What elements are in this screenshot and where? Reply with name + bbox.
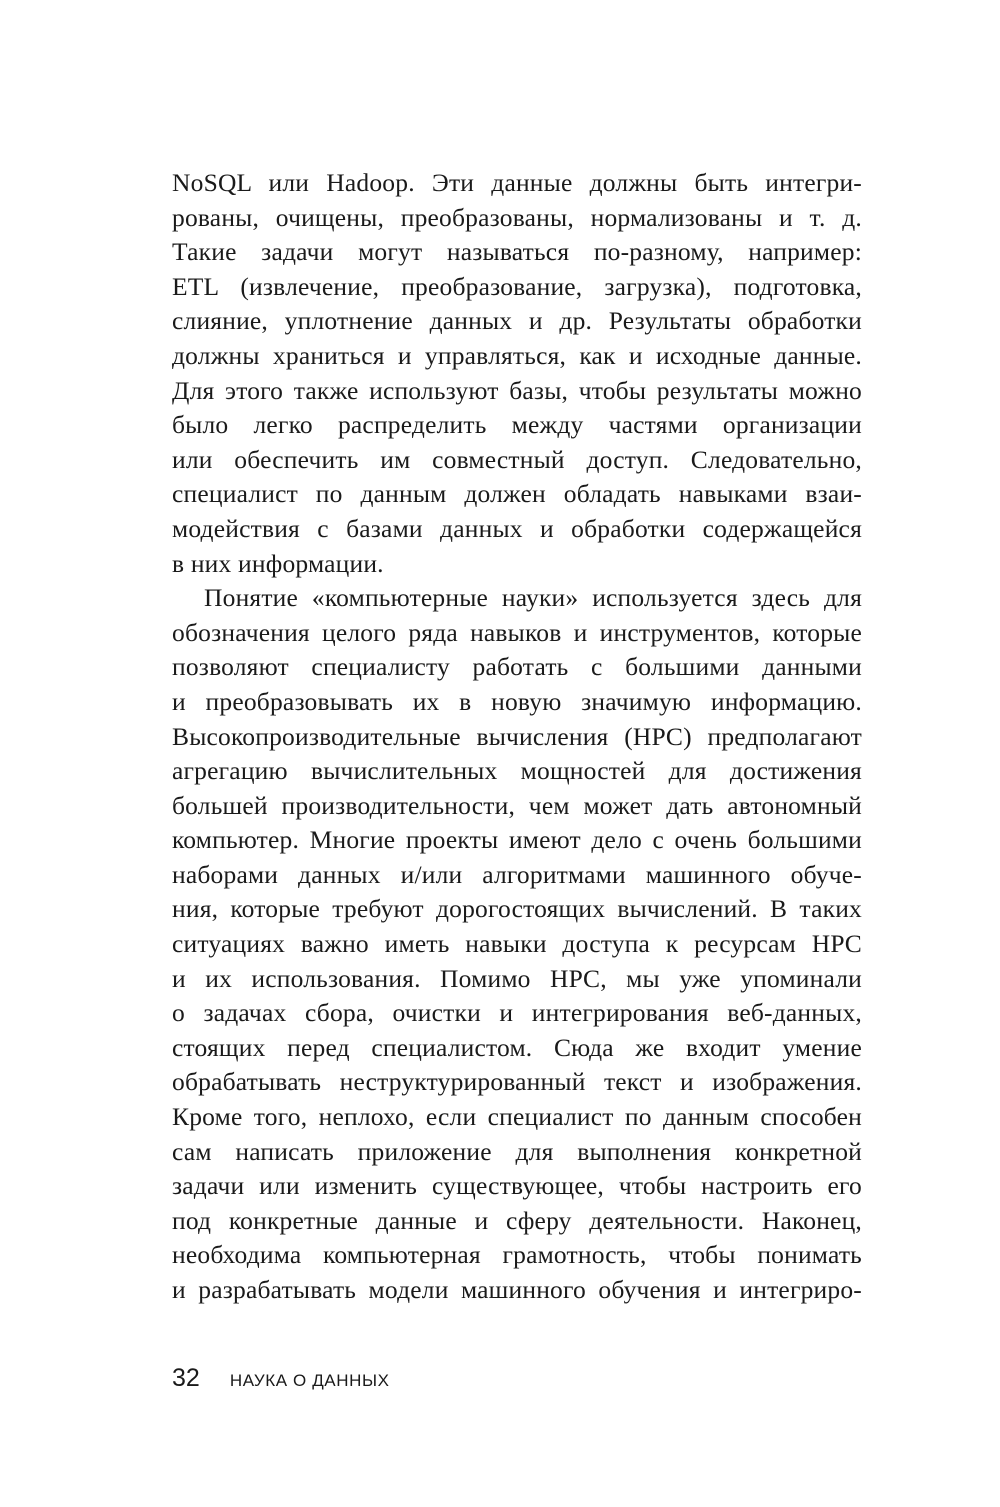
text-line: модействия с базами данных и обработки содержащейся — [172, 513, 862, 543]
text-line: Высокопроизводительные вычисления (HPC) предполагают — [172, 721, 862, 751]
text-line: ния, которые требуют дорогостоящих вычислений. В таких — [172, 894, 862, 924]
text-line: Такие задачи могут называться по-разному, например: — [172, 237, 862, 267]
text-line: Для этого также используют базы, чтобы результаты можно — [172, 375, 862, 405]
text-line: необходима компьютерная грамотность, чтобы понимать — [172, 1240, 862, 1270]
page-number: 32 — [172, 1364, 200, 1392]
text-line: и их использования. Помимо HPC, мы уже упоминали — [172, 963, 862, 993]
text-line: сам написать приложение для выполнения конкретной — [172, 1136, 862, 1166]
text-line: в них информации. — [172, 548, 384, 578]
text-line: под конкретные данные и сферу деятельности. Наконец, — [172, 1205, 862, 1235]
text-line: позволяют специалисту работать с большими данными — [172, 652, 862, 682]
page-footer — [172, 1364, 390, 1393]
text-line: задачи или изменить существующее, чтобы настроить его — [172, 1171, 862, 1201]
text-line: о задачах сбора, очистки и интегрирования веб-данных, — [172, 998, 862, 1028]
text-line: ситуациях важно иметь навыки доступа к ресурсам HPC — [172, 929, 862, 959]
text-line: NoSQL или Hadoop. Эти данные должны быть интегри- — [172, 168, 862, 197]
text-line: компьютер. Многие проекты имеют дело с очень большими — [172, 825, 862, 855]
body-text — [172, 166, 862, 1308]
text-line: или обеспечить им совместный доступ. Следовательно, — [172, 444, 862, 474]
text-line: рованы, очищены, преобразованы, нормализованы и т. д. — [172, 202, 862, 232]
text-line: было легко распределить между частями организации — [172, 410, 862, 440]
paragraph-2 — [172, 581, 862, 1307]
text-line: обрабатывать неструктурированный текст и изображения. — [172, 1067, 862, 1097]
text-line: агрегацию вычислительных мощностей для достижения — [172, 756, 862, 786]
text-line: стоящих перед специалистом. Сюда же входит умение — [172, 1032, 862, 1062]
text-line: наборами данных и/или алгоритмами машинного обуче- — [172, 859, 862, 889]
text-line: большей производительности, чем может дать автономный — [172, 790, 862, 820]
text-line: ETL (извлечение, преобразование, загрузка), подготовка, — [172, 271, 862, 301]
text-line: специалист по данным должен обладать навыками взаи- — [172, 479, 862, 509]
text-line: Понятие «компьютерные науки» используется здесь для — [204, 583, 862, 613]
paragraph-1 — [172, 166, 862, 581]
text-line: обозначения целого ряда навыков и инструментов, которые — [172, 617, 862, 647]
text-line: слияние, уплотнение данных и др. Результаты обработки — [172, 306, 862, 336]
running-head: НАУКА О ДАННЫХ — [229, 1371, 390, 1390]
text-line: Кроме того, неплохо, если специалист по данным способен — [172, 1102, 862, 1132]
text-line: и разрабатывать модели машинного обучения и интегриро- — [172, 1275, 862, 1304]
text-line: и преобразовывать их в новую значимую информацию. — [172, 686, 862, 716]
text-line: должны храниться и управляться, как и исходные данные. — [172, 340, 862, 370]
